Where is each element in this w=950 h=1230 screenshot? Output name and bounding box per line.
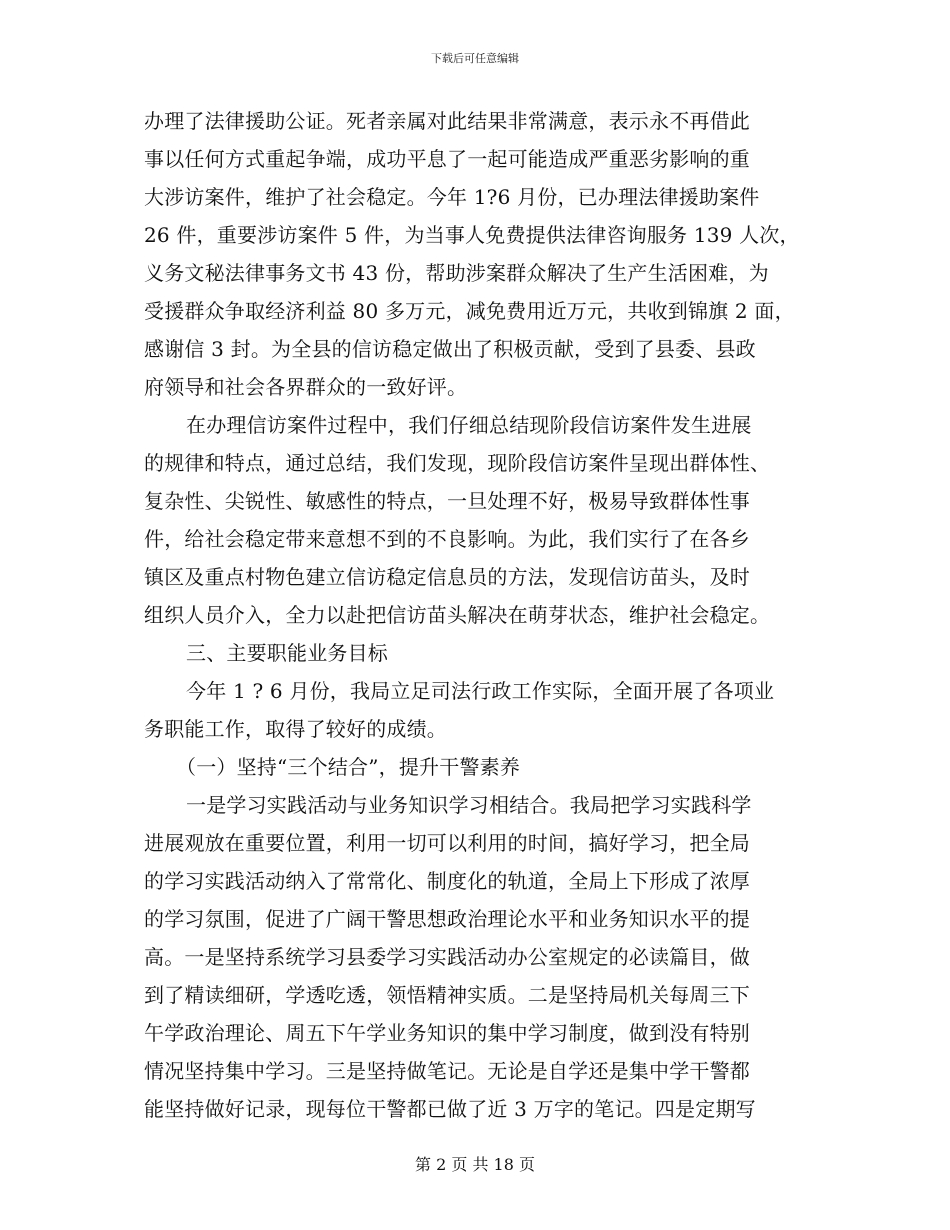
paragraph-line: 务职能工作，取得了较好的成绩。 (144, 717, 447, 741)
paragraph-line: 件，给社会稳定带来意想不到的不良影响。为此，我们实行了在各乡 (144, 527, 750, 551)
paragraph-line: 情况坚持集中学习。三是坚持做笔记。无论是自学还是集中学干警都 (144, 1059, 750, 1083)
paragraph-line: 到了精读细研，学透吃透，领悟精神实质。二是坚持局机关每周三下 (144, 983, 750, 1007)
paragraph-line: 的学习实践活动纳入了常常化、制度化的轨道，全局上下形成了浓厚 (144, 869, 750, 893)
paragraph-line: 进展观放在重要位置，利用一切可以利用的时间，搞好学习，把全局 (144, 831, 750, 855)
paragraph-line: 午学政治理论、周五下午学业务知识的集中学习制度，做到没有特别 (144, 1021, 750, 1045)
paragraph-line: 的学习氛围，促进了广阔干警思想政治理论水平和业务知识水平的提 (144, 907, 750, 931)
paragraph-line: 一是学习实践活动与业务知识学习相结合。我局把学习实践科学 (186, 793, 752, 817)
paragraph-line: 事以任何方式重起争端，成功平息了一起可能造成严重恶劣影响的重 (144, 147, 750, 171)
paragraph-line: 组织人员介入，全力以赴把信访苗头解决在萌芽状态，维护社会稳定。 (144, 603, 771, 627)
paragraph-line: 在办理信访案件过程中，我们仔细总结现阶段信访案件发生进展 (186, 413, 752, 437)
paragraph-line: 义务文秘法律事务文书 43 份，帮助涉案群众解决了生产生活困难，为 (144, 261, 769, 285)
subsection-heading: （一）坚持“三个结合”，提升干警素养 (176, 755, 521, 779)
paragraph-line: 镇区及重点村物色建立信访稳定信息员的方法，发现信访苗头，及时 (144, 565, 750, 589)
paragraph-line: 府领导和社会各界群众的一致好评。 (144, 375, 468, 399)
paragraph-line: 的规律和特点，通过总结，我们发现，现阶段信访案件呈现出群体性、 (144, 451, 771, 475)
paragraph-line: 感谢信 3 封。为全县的信访稳定做出了积极贡献，受到了县委、县政 (144, 337, 756, 361)
paragraph-line: 高。一是坚持系统学习县委学习实践活动办公室规定的必读篇目，做 (144, 945, 750, 969)
section-heading: 三、主要职能业务目标 (186, 641, 388, 665)
paragraph-line: 办理了法律援助公证。死者亲属对此结果非常满意，表示永不再借此 (144, 109, 750, 133)
paragraph-line: 今年 1 ? 6 月份，我局立足司法行政工作实际，全面开展了各项业 (186, 679, 775, 703)
paragraph-line: 能坚持做好记录，现每位干警都已做了近 3 万字的笔记。四是定期写 (144, 1097, 756, 1121)
paragraph-line: 受援群众争取经济利益 80 多万元，减免费用近万元，共收到锦旗 2 面， (144, 299, 795, 323)
page-number: 第 2 页 共 18 页 (415, 1155, 535, 1174)
paragraph-line: 大涉访案件，维护了社会稳定。今年 1?6 月份，已办理法律援助案件 (144, 185, 760, 209)
header-note: 下载后可任意编辑 (431, 52, 519, 65)
paragraph-line: 26 件，重要涉访案件 5 件，为当事人免费提供法律咨询服务 139 人次， (144, 223, 800, 247)
paragraph-line: 复杂性、尖锐性、敏感性的特点，一旦处理不好，极易导致群体性事 (144, 489, 750, 513)
